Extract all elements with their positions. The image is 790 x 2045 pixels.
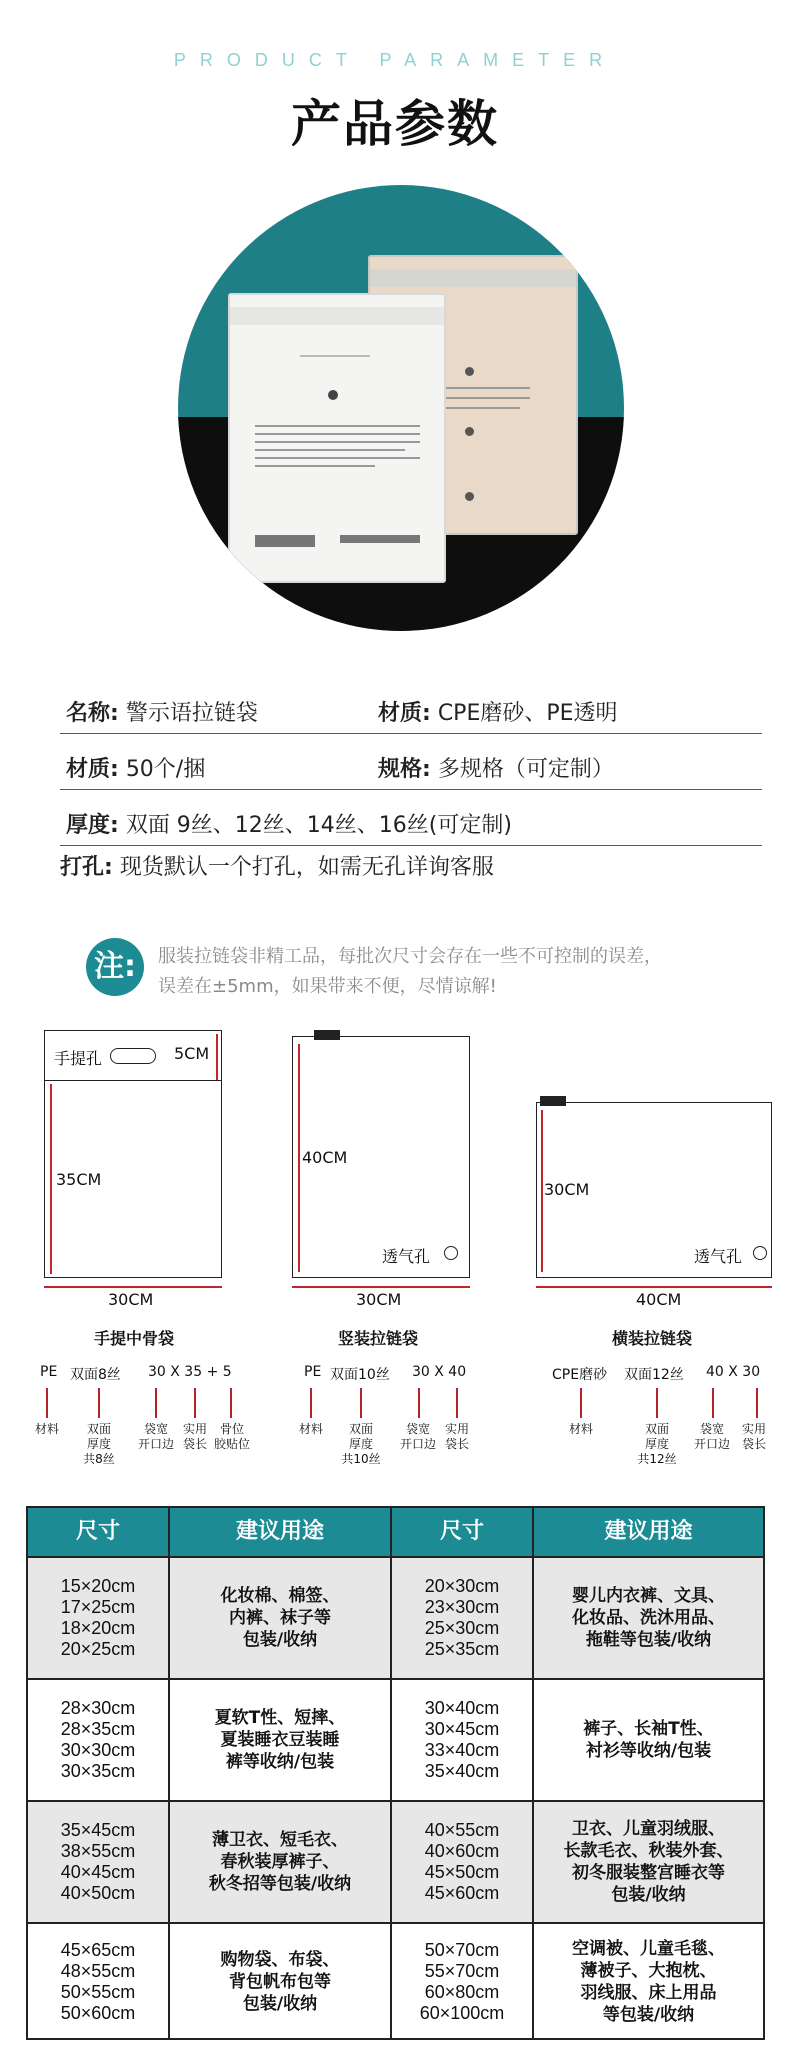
dim-marker [50,1084,52,1274]
vent-hole-icon [753,1246,767,1260]
vent-label: 透气孔 [694,1247,743,1266]
table-row [28,1678,763,1800]
code-size: 40 X 30 [706,1364,761,1380]
code-material: PE [304,1364,322,1380]
usage-cell: 婴儿内衣裤、文具、 化妆品、洗沐用品、 拖鞋等包装/收纳 [572,1586,725,1650]
dim-marker [541,1110,543,1272]
dim-marker [298,1044,300,1272]
spec-row-qty-spec [60,736,762,790]
usage-cell: 裤子、长袖T性、 衬衫等收纳/包装 [583,1719,714,1761]
height-dim-label: 35CM [56,1170,102,1189]
size-cell: 45×65cm 48×55cm 50×55cm 50×60cm [60,1940,136,2023]
dim-marker [292,1286,470,1288]
size-cell: 40×55cm 40×60cm 45×50cm 45×60cm [424,1820,500,1903]
spec-row-punch [60,850,494,881]
spec-label: 打孔: [60,855,113,880]
product-photo [178,185,624,631]
note-line-2: 误差在±5mm，如果带来不便，尽情谅解! [158,976,497,997]
dim-marker [536,1286,772,1288]
code-material: CPE磨砂 [552,1367,608,1383]
code-material: PE [40,1364,58,1380]
column-divider [532,1508,534,2038]
size-cell: 30×40cm 30×45cm 33×40cm 35×40cm [424,1698,500,1781]
section-title: 产品参数 [291,95,499,153]
usage-cell: 卫衣、儿童羽绒服、 长款毛衣、秋装外套、 初冬服装整宫睡衣等 包装/收纳 [563,1819,734,1905]
table-row [28,1922,763,2040]
caption: 材料 [34,1422,59,1436]
width-dim-label: 30CM [108,1290,154,1309]
size-cell: 20×30cm 23×30cm 25×30cm 25×35cm [424,1576,500,1659]
spec-label: 厚度: [66,813,119,838]
diagram-title: 横装拉链袋 [612,1329,693,1348]
spec-value: 现货默认一个打孔，如需无孔详询客服 [119,855,494,880]
table-row [28,1556,763,1678]
width-dim-label: 40CM [636,1290,682,1309]
column-header-size: 尺寸 [75,1519,120,1544]
spec-value: CPE磨砂、PE透明 [437,701,618,726]
table-header [28,1508,763,1556]
zipper-pull-icon [540,1096,566,1106]
caption: 实用 袋长 [444,1422,469,1451]
size-cell: 35×45cm 38×55cm 40×45cm 40×50cm [60,1820,136,1903]
usage-cell: 化妆棉、棉签、 内裤、袜子等 包装/收纳 [220,1586,340,1650]
caption: 实用 袋长 [182,1422,207,1451]
hole-label: 手提孔 [54,1049,103,1068]
spec-value: 多规格（可定制） [437,757,614,782]
caption: 袋宽 开口边 [137,1422,174,1451]
height-dim-label: 30CM [544,1180,590,1199]
spec-value: 双面 9丝、12丝、14丝、16丝(可定制) [125,813,512,838]
caption: 双面 厚度 共8丝 [83,1422,115,1466]
spec-value: 50个/捆 [125,757,206,782]
top-dim-label: 5CM [174,1044,210,1063]
caption: 骨位 胶贴位 [214,1422,251,1451]
diagram-title: 竖装拉链袋 [338,1329,419,1348]
dim-marker [44,1286,222,1288]
code-thickness: 双面8丝 [70,1367,121,1383]
usage-cell: 夏软T性、短摔、 夏装睡衣豆装睡 裤等收纳/包装 [214,1708,346,1772]
dim-marker [216,1034,218,1080]
vent-hole-icon [444,1246,458,1260]
bag-image-front [228,293,446,583]
spec-label: 规格: [378,757,431,782]
column-header-usage: 建议用途 [604,1519,693,1544]
code-size: 30 X 35 + 5 [148,1364,232,1380]
size-cell: 15×20cm 17×25cm 18×20cm 20×25cm [60,1576,136,1659]
spec-value: 警示语拉链袋 [125,701,258,726]
caption: 材料 [298,1422,323,1436]
note-icon: 注: [86,938,144,996]
note-line-1: 服装拉链袋非精工品，每批次尺寸会存在一些不可控制的误差， [158,946,662,967]
size-cell: 50×70cm 55×70cm 60×80cm 60×100cm [419,1940,505,2023]
usage-cell: 空调被、儿童毛毯、 薄被子、大抱枕、 羽线服、床上用品 等包装/收纳 [572,1939,725,2025]
caption: 袋宽 开口边 [693,1422,730,1451]
zipper-pull-icon [314,1030,340,1040]
column-header-size: 尺寸 [439,1519,484,1544]
height-dim-label: 40CM [302,1148,348,1167]
caption: 材料 [568,1422,593,1436]
code-thickness: 双面10丝 [330,1367,390,1383]
caption: 双面 厚度 共10丝 [341,1422,381,1466]
column-divider [390,1508,392,2038]
column-divider [168,1508,170,2038]
usage-cell: 购物袋、布袋、 背包帆布包等 包装/收纳 [220,1950,340,2014]
usage-cell: 薄卫衣、短毛衣、 春秋装厚裤子、 秋冬招等包装/收纳 [208,1830,352,1894]
diagram-title: 手提中骨袋 [94,1329,175,1348]
spec-label: 材质: [378,701,431,726]
caption: 袋宽 开口边 [399,1422,436,1451]
caption: 实用 袋长 [741,1422,766,1451]
size-usage-table [26,1506,765,2040]
width-dim-label: 30CM [356,1290,402,1309]
section-subtitle-en: PRODUCT PARAMETER [173,50,617,70]
size-cell: 28×30cm 28×35cm 30×30cm 30×35cm [60,1698,136,1781]
spec-row-name-material [60,680,762,734]
table-row [28,1800,763,1922]
vent-label: 透气孔 [382,1247,431,1266]
spec-label: 材质: [66,757,119,782]
code-thickness: 双面12丝 [624,1367,684,1383]
column-header-usage: 建议用途 [235,1519,324,1544]
spec-row-thickness [60,792,762,846]
spec-label: 名称: [66,701,119,726]
code-size: 30 X 40 [412,1364,467,1380]
caption: 双面 厚度 共12丝 [637,1422,677,1466]
handle-hole-icon [110,1048,156,1064]
